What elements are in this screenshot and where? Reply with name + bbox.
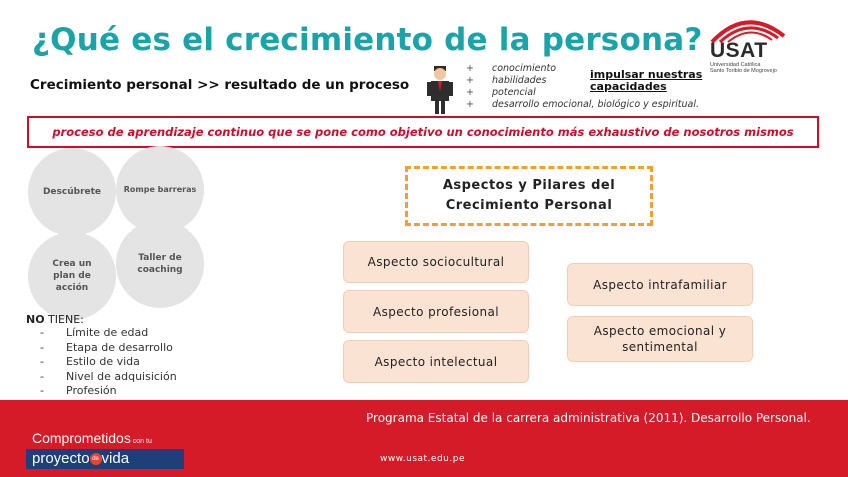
definition-box — [27, 116, 819, 148]
dash-marker: - — [40, 384, 44, 397]
plus-marker: + — [466, 99, 474, 110]
no-tiene-bold: NO — [26, 313, 45, 326]
aspect-label: Aspecto emocional y sentimental — [593, 324, 727, 354]
definition-text: proceso de aprendizaje continuo que se pone como objetivo un conocimiento más exhaustivo de nosotros mismos — [52, 125, 794, 139]
bullet-text: desarrollo emocional, biológico y espiritual. — [492, 99, 700, 110]
aspect-label: Aspecto profesional — [373, 304, 499, 319]
list-item — [40, 384, 177, 399]
brand-small-2: tu — [146, 438, 152, 445]
aspect-label: Aspecto intrafamiliar — [593, 277, 727, 292]
aspect-intrafamiliar — [567, 263, 753, 306]
circle-crea-plan — [28, 232, 116, 320]
dash-marker: - — [40, 326, 44, 339]
circle-descubrete — [28, 148, 116, 236]
item-text: Estilo de vida — [66, 355, 140, 368]
circle-label: Rompe barreras — [123, 185, 197, 194]
aspect-profesional — [343, 290, 529, 333]
pilares-title-box — [405, 166, 653, 226]
no-tiene-rest: TIENE: — [44, 313, 84, 326]
no-tiene-heading — [26, 313, 84, 326]
aspect-label: Aspecto sociocultural — [367, 255, 505, 269]
brand-word-2b: vida — [101, 450, 130, 467]
dash-marker: - — [40, 355, 44, 368]
logo-subtitle — [710, 62, 777, 74]
pilares-title: Aspectos y Pilares del Crecimiento Personal — [442, 178, 616, 213]
brand-word-2a: proyecto — [32, 450, 90, 467]
bullet-text: conocimiento — [492, 63, 557, 74]
citation: Programa Estatal de la carrera administrativa (2011). Desarrollo Personal. — [366, 411, 811, 425]
subtitle: Crecimiento personal >> resultado de un proceso — [30, 77, 410, 93]
item-text: Nivel de adquisición — [66, 369, 177, 383]
circle-label: Taller de coaching — [137, 253, 183, 275]
impulsar-label: impulsar nuestras capacidades — [590, 68, 703, 93]
plus-marker: + — [466, 63, 474, 74]
item-text: Límite de edad — [66, 326, 149, 339]
aspect-label: Aspecto intelectual — [374, 354, 498, 369]
aspect-emocional — [567, 316, 753, 362]
aspect-sociocultural — [343, 241, 529, 283]
list-item — [40, 341, 177, 356]
circle-label: Descúbrete — [42, 187, 102, 197]
plus-marker: + — [466, 75, 474, 86]
brand-line-1 — [26, 428, 184, 448]
list-item — [40, 370, 177, 385]
brand-word-1: Comprometidos — [32, 430, 131, 446]
brand-line-2 — [26, 449, 184, 469]
circle-taller-coaching — [116, 220, 204, 308]
aspect-intelectual — [343, 340, 529, 383]
slide-title: ¿Qué es el crecimiento de la persona? — [32, 22, 703, 58]
brand-de-badge: de — [90, 453, 102, 465]
logo-wordmark: USAT — [710, 39, 768, 62]
plus-marker: + — [466, 87, 474, 98]
circle-label: Crea un plan de acción — [52, 259, 92, 293]
businessman-icon — [426, 64, 454, 116]
item-text: Etapa de desarrollo — [66, 340, 173, 354]
dash-marker: - — [40, 369, 44, 383]
item-text: Profesión — [66, 384, 117, 397]
usat-logo — [706, 14, 788, 74]
list-item — [40, 326, 177, 341]
brand-small-1: con — [132, 438, 145, 445]
website-link[interactable]: www.usat.edu.pe — [380, 454, 465, 464]
list-item — [40, 355, 177, 370]
logo-subtitle-line2: Santo Toribio de Mogrovejo — [710, 68, 777, 74]
bullet-text: potencial — [492, 87, 536, 98]
logo-subtitle-line1: Universidad Católica — [710, 62, 761, 68]
no-tiene-list — [40, 326, 177, 399]
bullet-text: habilidades — [492, 75, 547, 86]
dash-marker: - — [40, 340, 44, 354]
list-item — [466, 99, 699, 111]
